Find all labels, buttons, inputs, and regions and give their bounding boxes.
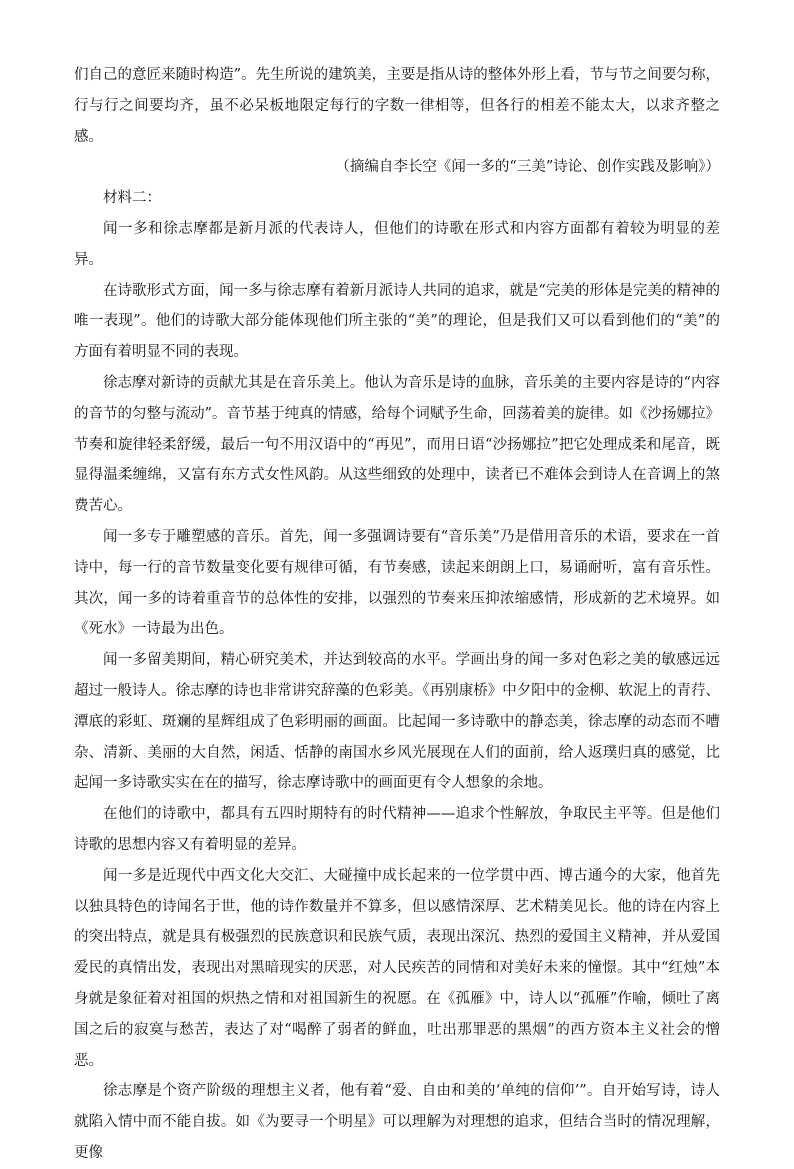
paragraph: 在他们的诗歌中，都具有五四时期特有的时代精神——追求个性解放，争取民主平等。但是他们诗歌的思想内容又有着明显的差异。	[74, 806, 720, 853]
paragraph: 闻一多是近现代中西文化大交汇、大碰撞中成长起来的一位学贯中西、博古通今的大家，他首先以独具特色的诗闻名于世，他的诗作数量并不算多，但以感情深厚、艺术精美见长。他的诗在内容上的突出特点，就是具有极强烈的民族意识和民族气质，表现出深沉、热烈的爱国主义精神，并从爱国爱民的真情出发，表现出对黑暗现实的厌恶，对人民疾苦的同情和对美好未来的憧憬。其中“红烛”本身就是象征着对祖国的炽热之情和对祖国新生的祝愿。在《孤雁》中，诗人以“孤雁”作喻，倾吐了离国之后的寂寞与愁苦，表达了对“喝醉了弱者的鲜血，吐出那罪恶的黑烟”的西方资本主义社会的憎恶。	[74, 867, 720, 1069]
paragraph: 闻一多和徐志摩都是新月派的代表诗人，但他们的诗歌在形式和内容方面都有着较为明显的差异。	[74, 220, 720, 268]
paragraph: 徐志摩对新诗的贡献尤其是在音乐美上。他认为音乐是诗的血脉，音乐美的主要内容是诗的“内容的音节的匀整与流动”。音节基于纯真的情感，给每个词赋予生命，回荡着美的旋律。如《沙扬娜拉》节奏和旋律轻柔舒缓，最后一句不用汉语中的“再见”，而用日语“沙扬娜拉”把它处理成柔和尾音，既显得温柔缠绵，又富有东方式女性风韵。从这些细致的处理中，读者已不难体会到诗人在音调上的煞费苦心。	[74, 374, 720, 515]
source-citation: （摘编自李长空《闻一多的“三美”诗论、创作实践及影响》）	[335, 159, 720, 176]
section-heading-material-two: 材料二：	[103, 190, 161, 207]
paragraph-continuation: 们自己的意匠来随时构造”。先生所说的建筑美，主要是指从诗的整体外形上看，节与节之间要匀称，行与行之间要均齐，虽不必呆板地限定每行的字数一律相等，但各行的相差不能太大，以求齐整之感。	[74, 67, 720, 145]
paragraph: 在诗歌形式方面，闻一多与徐志摩有着新月派诗人共同的追求，就是“完美的形体是完美的精神的唯一表现”。他们的诗歌大部分能体现他们所主张的“美”的理论，但是我们又可以看到他们的“美”的方面有着明显不同的表现。	[74, 282, 720, 361]
paragraph: 闻一多留美期间，精心研究美术，并达到较高的水平。学画出身的闻一多对色彩之美的敏感远远超过一般诗人。徐志摩的诗也非常讲究辞藻的色彩美。《再别康桥》中夕阳中的金柳、软泥上的青荇、潭底的彩虹、斑斓的星辉组成了色彩明丽的画面。比起闻一多诗歌中的静态美，徐志摩的动态而不嘈杂、清新、美丽的大自然，闲适、恬静的南国水乡风光展现在人们的面前，给人返璞归真的感觉，比起闻一多诗歌实实在在的描写，徐志摩诗歌中的画面更有令人想象的余地。	[74, 652, 720, 792]
paragraph: 徐志摩是个资产阶级的理想主义者，他有着“爱、自由和美的‘单纯的信仰’”。自开始写诗，诗人就陷入情中而不能自拔。如《为要寻一个明星》可以理解为对理想的追求，但结合当时的情况理解，更像	[74, 1083, 720, 1161]
paragraph: 闻一多专于雕塑感的音乐。首先，闻一多强调诗要有“音乐美”乃是借用音乐的术语，要求在一首诗中，每一行的音节数量变化要有规律可循，有节奏感，读起来朗朗上口，易诵耐听，富有音乐性。其次，闻一多的诗着重音节的总体性的安排，以强烈的节奏来压抑浓缩感情，形成新的艺术境界。如《死水》一诗最为出色。	[74, 528, 720, 638]
document-page	[74, 60, 720, 1169]
